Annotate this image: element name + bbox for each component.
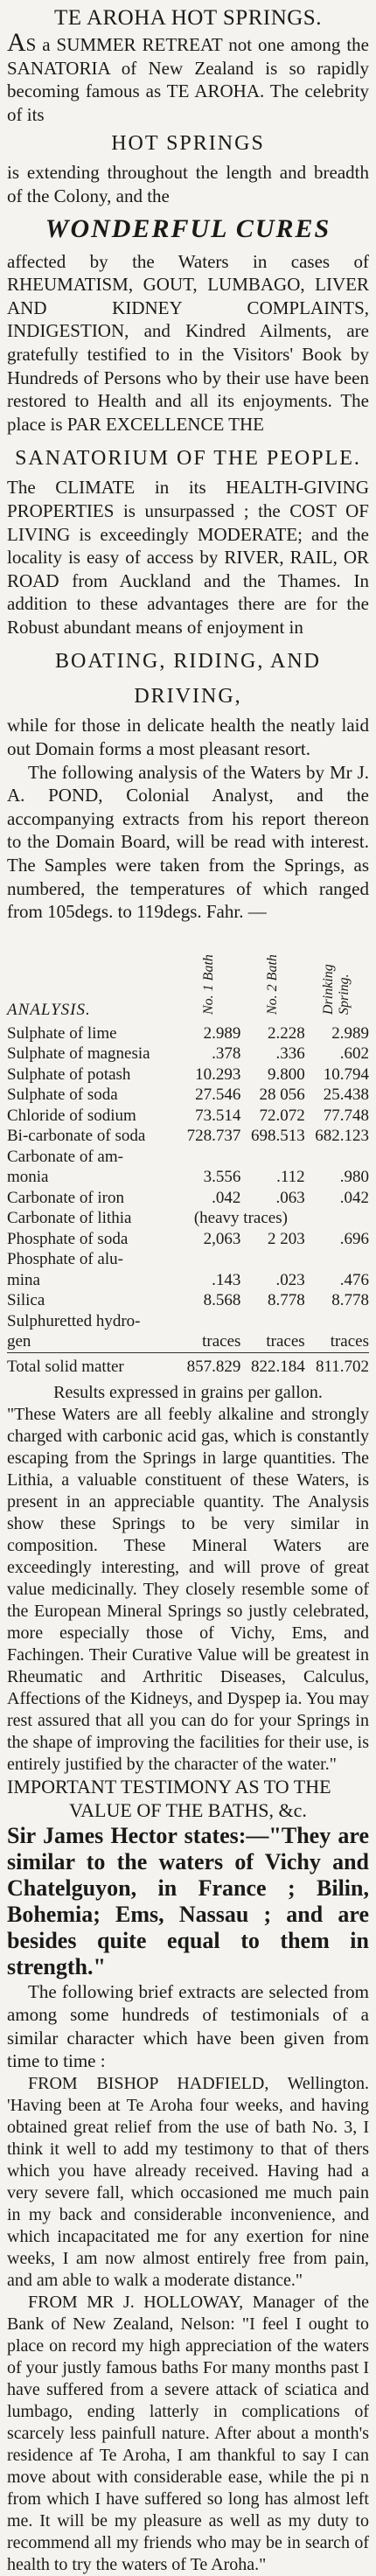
total-row (7, 1352, 369, 1377)
row-value-2: 2.228 (267, 1023, 305, 1043)
row-value-1 (177, 1249, 240, 1270)
row-label: monia (7, 1168, 49, 1187)
row-value-2: .336 (275, 1044, 305, 1064)
row-label: mina (7, 1270, 40, 1289)
row-value-2 (240, 1311, 304, 1332)
row-label: Carbonate of iron (7, 1188, 125, 1207)
row-value-2 (240, 1147, 304, 1168)
hadfield-testimonial: FROM BISHOP HADFIELD, Wellington. 'Having been at Te Aroha four weeks, and having obtained great relief from the use of bath No. 3, I think it well to add my testimony to that of thers which you have already received. Having had a very severe fall, which occasioned me much pain in my back and considerable inconvenience, and which incapacitated me for any exertion for nine weeks, I am now almost entirely free from pain, and am able to walk a moderate distance." (7, 2073, 369, 2290)
analysis-table (7, 927, 369, 1378)
row-value-2: 2 203 (267, 1229, 305, 1248)
row-value-2: 9.800 (267, 1065, 305, 1084)
row-label: Phosphate of soda (7, 1229, 129, 1248)
col-header-1: No. 1 Bath (200, 953, 216, 1015)
sanatorium-heading: SANATORIUM OF THE PEOPLE. (15, 447, 361, 471)
row-value-1: 27.546 (195, 1086, 241, 1105)
row-label: Phosphate of alu- (7, 1250, 123, 1269)
row-value-3: .042 (339, 1188, 369, 1207)
row-value-3: .476 (339, 1270, 369, 1289)
row-value-3: 2.989 (331, 1023, 369, 1043)
row-value-3: 77.748 (323, 1106, 369, 1125)
row-value-3: 25.438 (323, 1086, 369, 1105)
table-row (7, 1106, 369, 1127)
table-row (7, 1290, 369, 1311)
row-value-2: 28 056 (259, 1086, 305, 1105)
row-value-3 (305, 1147, 369, 1168)
report-quote: "These Waters are all feebly alkaline and strongly charged with carbonic acid gas, which is constantly escaping from the Springs in large quantities. The Lithia, a valuable constituent of these Waters, is present in an appreciable quantity. The Analysis show these Springs to be very similar in composition. These Mineral Waters are exceedingly interesting, and will prove of great value medicinally. They closely resemble some of the European Mineral Springs so justly celebrated, more especially those of Vichy, Ems, and Fachingen. Their Curative Value will be greatest in Rheumatic and Arthritic Diseases, Calculus, Affections of the Kidneys, and Dyspep ia. You may rest assured that all you can do for your Springs in the shape of improving the facilities for their use, is entirely justified by the character of the water." (7, 1405, 369, 1775)
row-value-1: 8.568 (203, 1291, 241, 1310)
row-value-2 (240, 1249, 304, 1270)
important-heading: IMPORTANT TESTIMONY AS TO THE (7, 1776, 331, 1798)
table-row (7, 1023, 369, 1044)
row-value-3: 682.123 (315, 1127, 369, 1146)
row-value-3: 8.778 (331, 1291, 369, 1310)
table-row (7, 1044, 369, 1065)
row-value-3 (305, 1249, 369, 1270)
row-value-1: 10.293 (195, 1065, 241, 1084)
boating-heading: BOATING, RIDING, AND DRIVING, (55, 650, 321, 709)
row-value-1: 728.737 (186, 1127, 241, 1146)
row-value-2: .023 (275, 1270, 305, 1289)
table-row (7, 1147, 369, 1168)
page-title: TE AROHA HOT SPRINGS. (54, 6, 322, 30)
row-label: Sulphate of magnesia (7, 1044, 150, 1064)
holloway-testimonial: FROM MR J. HOLLOWAY, Manager of the Bank of New Zealand, Nelson: "I feel I ought to place on record my high appreciation of the waters of your justly famous baths For many months past I have suffered from a severe attack of sciatica and lumbago, ending latterly in complications of scarcely less painfull nature. After about a month's residence af Te Aroha, I am thankful to say I can move about with considerable ease, while the pi n from which I have suffered so long has almost left me. It will be my pleasure as well as my duty to recommend all my friends who may be in search of health to try the waters of Te Aroha." (7, 2292, 369, 2574)
hector-statement: Sir James Hector states:—"They are similar to the waters of Vichy and Chatelguyon, in France ; Bilin, Bohemia; Ems, Nassau ; and are besides quite equal to them in strength." (7, 1822, 369, 1979)
table-row (7, 1249, 369, 1270)
row-value-1: 2,063 (203, 1229, 241, 1248)
row-label: Carbonate of lithia (7, 1209, 132, 1228)
table-row (7, 1208, 369, 1229)
row-label: Sulphate of soda (7, 1086, 118, 1105)
total-value-1: 857.829 (177, 1352, 240, 1377)
row-value-2: .112 (276, 1168, 305, 1187)
row-value-1: traces (202, 1332, 241, 1351)
row-label: gen (7, 1332, 31, 1351)
row-value-2: 8.778 (267, 1291, 305, 1310)
row-value-2: 698.513 (250, 1127, 305, 1146)
results-note: Results expressed in grains per gallon. (53, 1383, 323, 1403)
climate-paragraph: The CLIMATE in its HEALTH-GIVING PROPERTIES is unsurpassed ; the COST OF LIVING is exceedingly MODERATE; and the locality is easy of access by RIVER, RAIL, OR ROAD from Auckland and the Thames. In addition to these advantages there are for the Robust abundant means of enjoyment in (7, 477, 369, 638)
row-value-1 (177, 1147, 240, 1168)
row-label: Sulphate of lime (7, 1023, 117, 1043)
row-value-1: .378 (212, 1044, 241, 1064)
row-value-1: 73.514 (195, 1106, 241, 1125)
row-value-1: .042 (212, 1188, 241, 1207)
table-row (7, 1167, 369, 1188)
row-value-1 (177, 1311, 240, 1332)
total-value-2: 822.184 (240, 1352, 304, 1377)
total-value-3: 811.702 (305, 1352, 369, 1377)
row-value-3 (305, 1311, 369, 1332)
table-row (7, 1270, 369, 1291)
extending-paragraph: is extending throughout the length and breadth of the Colony, and the (7, 162, 369, 206)
row-value-2: traces (266, 1332, 305, 1351)
row-value-1: 3.556 (203, 1168, 241, 1187)
row-value-2: 72.072 (259, 1106, 305, 1125)
table-row (7, 1126, 369, 1147)
row-value-3: 10.794 (323, 1065, 369, 1084)
row-value-1: .143 (212, 1270, 241, 1289)
row-label: Carbonate of am- (7, 1147, 123, 1166)
row-value-2: .063 (275, 1188, 305, 1207)
analysis-label: ANALYSIS. (7, 1000, 91, 1019)
row-value-3: .980 (339, 1168, 369, 1187)
col-header-2: No. 2 Bath (265, 953, 281, 1015)
value-heading: VALUE OF THE BATHS, &c. (69, 1798, 307, 1821)
row-value-1: 2.989 (203, 1023, 241, 1043)
intro-text: S a SUMMER RETREAT not one among the SANATORIA of New Zealand is so rapidly becoming famous as TE AROHA. The celebrity of its (7, 34, 369, 125)
table-row (7, 1331, 369, 1352)
hot-springs-heading: HOT SPRINGS (111, 132, 265, 156)
row-value-3: traces (330, 1332, 369, 1351)
table-row (7, 1229, 369, 1250)
row-label: Sulphuretted hydro- (7, 1311, 141, 1330)
row-label: Bi-carbonate of soda (7, 1127, 146, 1146)
analysis-intro: The following analysis of the Waters by Mr J. A. POND, Colonial Analyst, and the accompanying extracts from his report thereon to the Domain Board, will be read with interest. The Samples were taken from the Springs, as numbered, the temperatures of which ranged from 105degs. to 119degs. Fahr. — (7, 761, 369, 923)
wonderful-cures-heading: WONDERFUL CURES (45, 213, 331, 243)
row-value-1: (heavy traces) (193, 1209, 288, 1228)
table-row (7, 1311, 369, 1332)
drop-cap: A (7, 28, 26, 57)
row-value-3: .696 (339, 1229, 369, 1248)
row-label: Silica (7, 1291, 45, 1310)
affected-paragraph: affected by the Waters in cases of RHEUMATISM, GOUT, LUMBAGO, LIVER AND KIDNEY COMPLAINTS, INDIGESTION, and Kindred Ailments, are gratefully testified to in the Visitors' Book by Hundreds of Persons who by their use have been restored to Health and all its enjoyments. The place is PAR EXCELLENCE THE (7, 250, 369, 435)
total-label: Total solid matter (7, 1352, 177, 1377)
row-label: Sulphate of potash (7, 1065, 131, 1084)
row-label: Chloride of sodium (7, 1106, 136, 1125)
row-value-3: .602 (339, 1044, 369, 1064)
intro-paragraph (7, 28, 369, 126)
table-row (7, 1188, 369, 1209)
row-value-3 (305, 1208, 369, 1229)
delicate-paragraph: while for those in delicate health the neatly laid out Domain forms a most pleasant resort. (7, 715, 369, 760)
following-paragraph: The following brief extracts are selected from among some hundreds of testimonials of a similar character which have been given from time to time : (7, 1980, 369, 2072)
table-row (7, 1085, 369, 1106)
col-header-3: Drinking Spring. (321, 964, 352, 1015)
table-row (7, 1065, 369, 1086)
